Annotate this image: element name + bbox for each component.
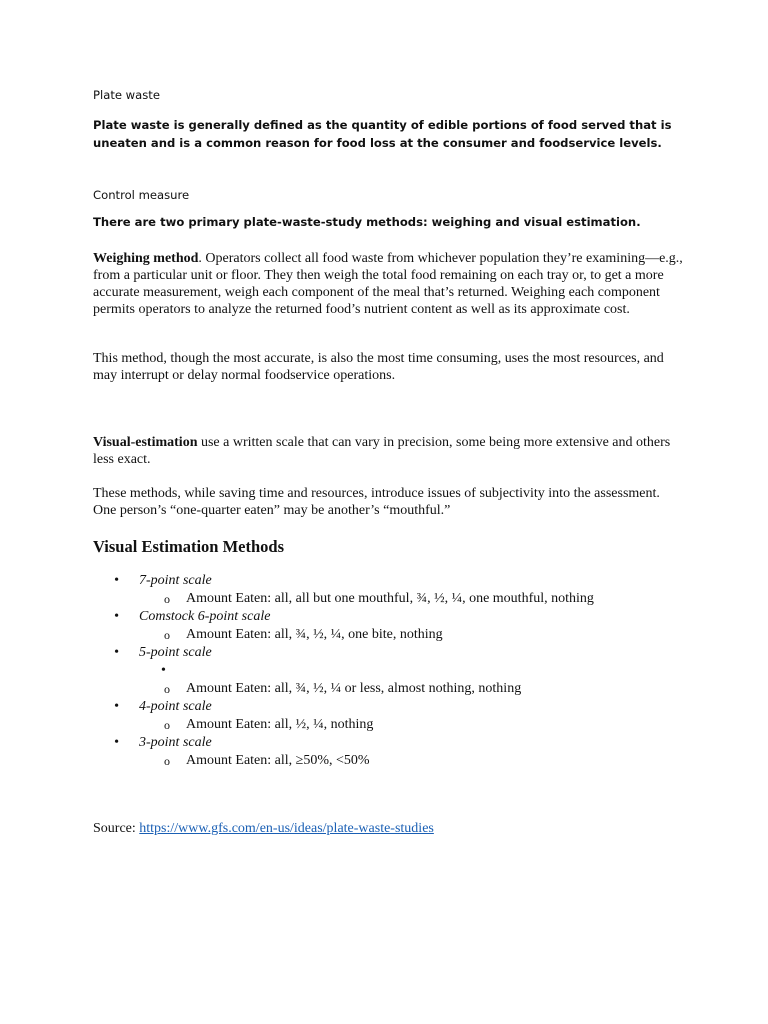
source-line — [93, 820, 683, 837]
scale-detail: o Amount Eaten: all, ¾, ½, ¼, one bite, nothing — [93, 626, 683, 644]
scale-name: • 5-point scale — [93, 644, 683, 662]
plate-waste-definition: Plate waste is generally defined as the quantity of edible portions of food served that is uneaten and is a common reason for food loss at the consumer and foodservice levels. — [93, 118, 672, 150]
source-label: Source: — [93, 821, 140, 836]
heading-plate-waste: Plate waste — [93, 88, 160, 102]
visual-estimation-text: use a written scale that can vary in precision, some being more extensive and others less exact. — [93, 435, 671, 467]
scale-name: • Comstock 6-point scale — [93, 608, 683, 626]
methods-intro: There are two primary plate-waste-study methods: weighing and visual estimation. — [93, 215, 641, 229]
empty-bullet — [93, 662, 683, 680]
scale-detail: o Amount Eaten: all, ¾, ½, ¼ or less, almost nothing, nothing — [93, 680, 683, 698]
weighing-method-note: This method, though the most accurate, is also the most time consuming, uses the most resources, and may interrupt or delay normal foodservice operations. — [93, 351, 664, 383]
heading-visual-estimation-methods: Visual Estimation Methods — [93, 537, 284, 556]
source-link[interactable]: https://www.gfs.com/en-us/ideas/plate-waste-studies — [139, 821, 434, 836]
weighing-method-paragraph — [93, 250, 683, 318]
weighing-method-text: . Operators collect all food waste from whichever population they’re examining—e.g., from a particular unit or floor. They then weigh the total food remaining on each tray or, to get a more accurate measurement, weigh each component of the meal that’s returned. Weighing each component permits operators to analyze the returned food’s nutrient content as well as its approximate cost. — [93, 251, 683, 317]
visual-estimation-paragraph — [93, 434, 683, 468]
scale-detail: o Amount Eaten: all, all but one mouthful, ¾, ½, ¼, one mouthful, nothing — [93, 590, 683, 608]
visual-estimation-term: Visual-estimation — [93, 435, 198, 450]
scale-name: • 3-point scale — [93, 734, 683, 752]
heading-control-measure: Control measure — [93, 188, 190, 202]
scale-detail: o Amount Eaten: all, ≥50%, <50% — [93, 752, 683, 770]
scales-list — [93, 572, 683, 770]
visual-estimation-note: These methods, while saving time and resources, introduce issues of subjectivity into the assessment. One person’s “one-quarter eaten” may be another’s “mouthful.” — [93, 486, 660, 518]
scale-name: • 4-point scale — [93, 698, 683, 716]
weighing-method-term: Weighing method — [93, 251, 199, 266]
scale-name: • 7-point scale — [93, 572, 683, 590]
scale-detail: o Amount Eaten: all, ½, ¼, nothing — [93, 716, 683, 734]
